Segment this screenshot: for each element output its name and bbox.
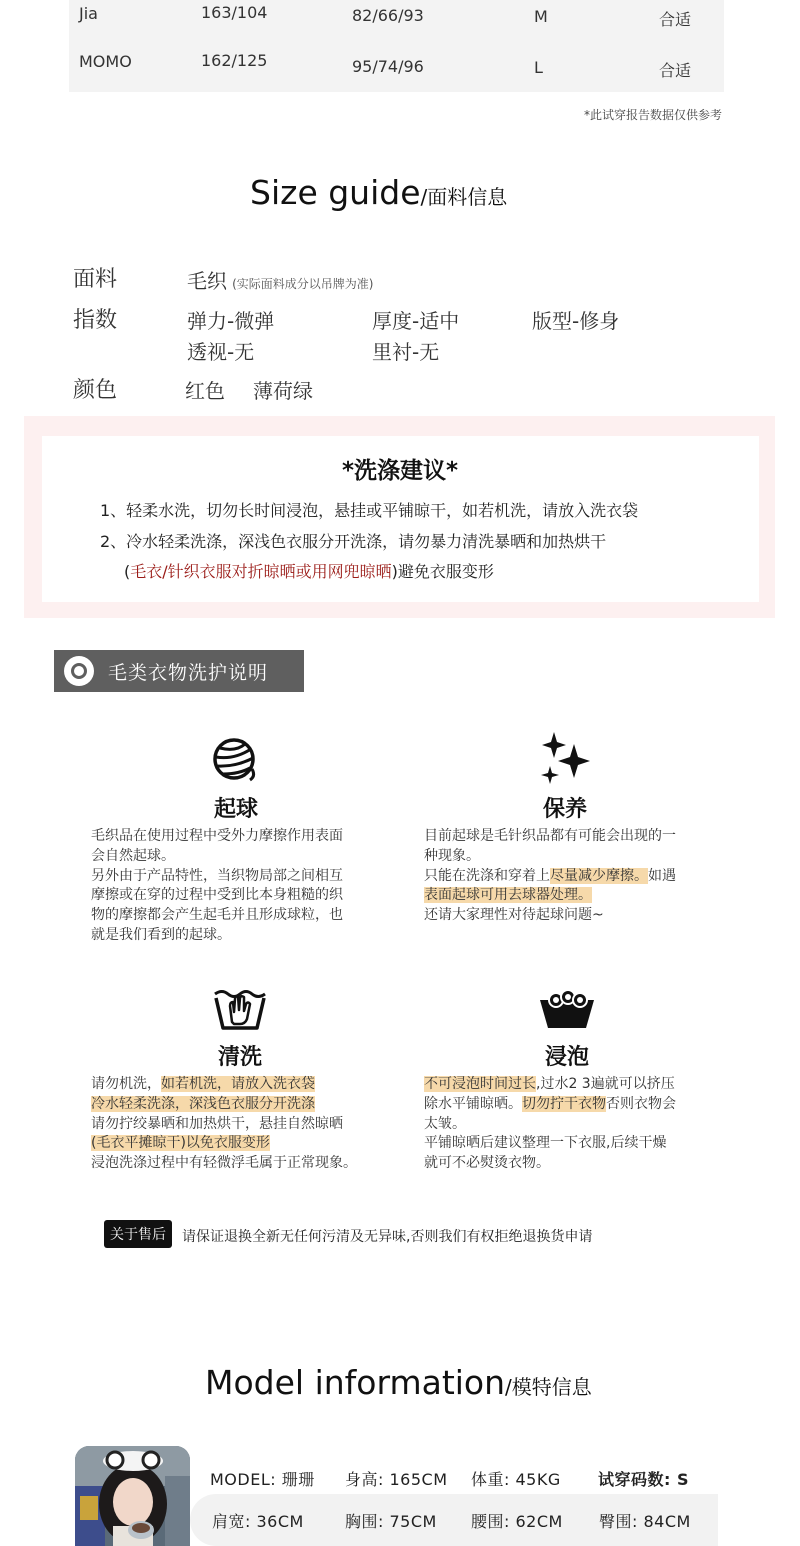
table-row (69, 0, 724, 46)
care-title-washing: 清洗 (217, 1045, 262, 1070)
text-line (91, 1095, 401, 1115)
highlight-text: 如若机洗，请放入洗衣袋 (161, 1076, 315, 1092)
highlight-text: 冷水轻柔洗涤，深浅色衣服分开洗涤 (91, 1095, 315, 1112)
size-guide-subtitle: /面料信息 (420, 185, 508, 209)
text-line: 浸泡洗涤过程中有轻微浮毛属于正常现象。 (91, 1155, 357, 1172)
model-photo (75, 1446, 190, 1546)
index-fit-type: 版型-修身 (532, 309, 620, 333)
fit-size: L (534, 58, 543, 77)
text-line (424, 867, 724, 887)
highlight-text: 表面起球可用去球器处理。 (424, 887, 592, 904)
index-thickness: 厚度-适中 (372, 309, 460, 333)
text-line (424, 886, 724, 906)
care-text-pilling (91, 827, 391, 946)
wash-line-1: 1、轻柔水洗，切勿长时间浸泡，悬挂或平铺晾干，如若机洗，请放入洗衣袋 (100, 501, 639, 520)
highlight-text: 切勿拧干衣物 (522, 1095, 606, 1112)
fit-name: MOMO (79, 52, 132, 71)
wash-line-3 (124, 559, 494, 582)
care-title-pilling: 起球 (213, 797, 258, 822)
model-portrait-image (75, 1446, 190, 1546)
index-transparency: 透视-无 (187, 340, 255, 364)
model-weight: 体重: 45KG (471, 1470, 561, 1489)
size-guide-title: Size guide (250, 173, 421, 212)
soak-tub-icon (538, 990, 596, 1030)
highlight-text: 不可浸泡时间过长 (424, 1076, 536, 1092)
fit-name: Jia (79, 4, 98, 23)
model-name: MODEL: 珊珊 (210, 1470, 315, 1489)
after-sales-badge: 关于售后 (104, 1220, 172, 1248)
index-lining: 里衬-无 (372, 340, 440, 364)
size-guide-heading (250, 173, 507, 212)
fabric-note: (实际面料成分以吊牌为准) (232, 277, 374, 291)
text-line: 会自然起球。 (91, 847, 175, 864)
text-line: 另外由于产品特性，当织物局部之间相互 (91, 867, 343, 884)
index-elasticity: 弹力-微弹 (187, 309, 275, 333)
text-line (91, 1075, 401, 1095)
model-title: Model information (205, 1363, 506, 1402)
fabric-value: 毛织 (187, 269, 227, 293)
model-trial-size: 试穿码数: S (598, 1470, 689, 1489)
text-line: 摩擦或在穿的过程中受到比本身粗糙的织 (91, 887, 343, 904)
fit-result: 合适 (659, 10, 692, 29)
text-line: 就是我们看到的起球。 (91, 926, 231, 943)
model-bust: 胸围: 75CM (345, 1512, 437, 1531)
text-line (424, 1075, 724, 1095)
index-label: 指数 (73, 308, 118, 333)
text-line: 目前起球是毛针织品都有可能会出现的一 (424, 828, 676, 844)
text-line (91, 1134, 401, 1154)
color-label: 颜色 (73, 378, 118, 403)
after-sales-text: 请保证退换全新无任何污清及无异味,否则我们有权拒绝退换货申请 (182, 1229, 593, 1245)
fit-result: 合适 (659, 61, 692, 80)
model-shoulder: 肩宽: 36CM (212, 1512, 304, 1531)
care-title-soaking: 浸泡 (544, 1045, 589, 1070)
text-span: 除水平铺晾晒。 (424, 1095, 522, 1112)
fit-size: M (534, 7, 548, 26)
care-text-maintenance (424, 827, 724, 926)
text-line: 请勿拧绞暴晒和加热烘干，悬挂自然晾晒 (91, 1115, 343, 1132)
model-hip: 臀围: 84CM (599, 1512, 691, 1531)
fit-height-weight: 163/104 (201, 3, 268, 22)
wash-line-3-open: ( (124, 562, 131, 581)
text-line: 就可不必熨烫衣物。 (424, 1155, 550, 1172)
text-line: 种现象。 (424, 847, 480, 864)
model-height: 身高: 165CM (345, 1470, 448, 1489)
color-red: 红色 (185, 379, 225, 403)
highlight-text: 尽量减少摩擦。 (550, 867, 648, 884)
fabric-info (187, 265, 373, 294)
text-line: 还请大家理性对待起球问题~ (424, 907, 604, 924)
text-span: 否则衣物会 (606, 1095, 676, 1112)
sparkle-icon (538, 730, 594, 786)
text-span: 如遇 (648, 867, 676, 884)
wash-line-3-rest: )避免衣服变形 (391, 562, 494, 581)
fabric-label: 面料 (73, 267, 118, 292)
text-span: ,过水2 3遍就可以挤压 (536, 1076, 675, 1092)
care-text-washing (91, 1075, 401, 1174)
care-banner (54, 650, 304, 692)
fit-disclaimer: *此试穿报告数据仅供参考 (583, 108, 722, 122)
text-span: 只能在洗涤和穿着上 (424, 867, 550, 884)
table-row (69, 46, 724, 92)
color-mint: 薄荷绿 (253, 379, 313, 403)
model-heading (205, 1363, 592, 1402)
text-line: 平铺晾晒后建议整理一下衣服,后续干燥 (424, 1135, 667, 1152)
fit-report-table (69, 0, 724, 92)
wash-title: *洗涤建议* (341, 458, 459, 484)
yarn-ball-icon (212, 736, 260, 784)
badge-icon (64, 656, 94, 686)
fit-measurements: 82/66/93 (352, 6, 424, 25)
highlight-text: (毛衣平摊晾干)以免衣服变形 (91, 1135, 270, 1152)
wash-line-2: 2、冷水轻柔洗涤，深浅色衣服分开洗涤，请勿暴力清洗暴晒和加热烘干 (100, 532, 607, 551)
care-title-maintenance: 保养 (542, 797, 587, 822)
text-line: 毛织品在使用过程中受外力摩擦作用表面 (91, 828, 343, 844)
fit-measurements: 95/74/96 (352, 57, 424, 76)
text-span: 请勿机洗， (91, 1076, 161, 1092)
care-text-soaking (424, 1075, 724, 1174)
wash-line-3-highlight: 毛衣/针织衣服对折晾晒或用网兜晾晒 (130, 562, 392, 581)
hand-wash-icon (212, 986, 268, 1032)
text-line: 太皱。 (424, 1115, 466, 1132)
care-banner-title: 毛类衣物洗护说明 (108, 661, 269, 684)
fit-height-weight: 162/125 (201, 51, 268, 70)
text-line: 物的摩擦都会产生起毛并且形成球粒，也 (91, 907, 343, 924)
model-subtitle: /模特信息 (505, 1375, 592, 1399)
model-waist: 腰围: 62CM (471, 1512, 563, 1531)
text-line (424, 1095, 724, 1115)
